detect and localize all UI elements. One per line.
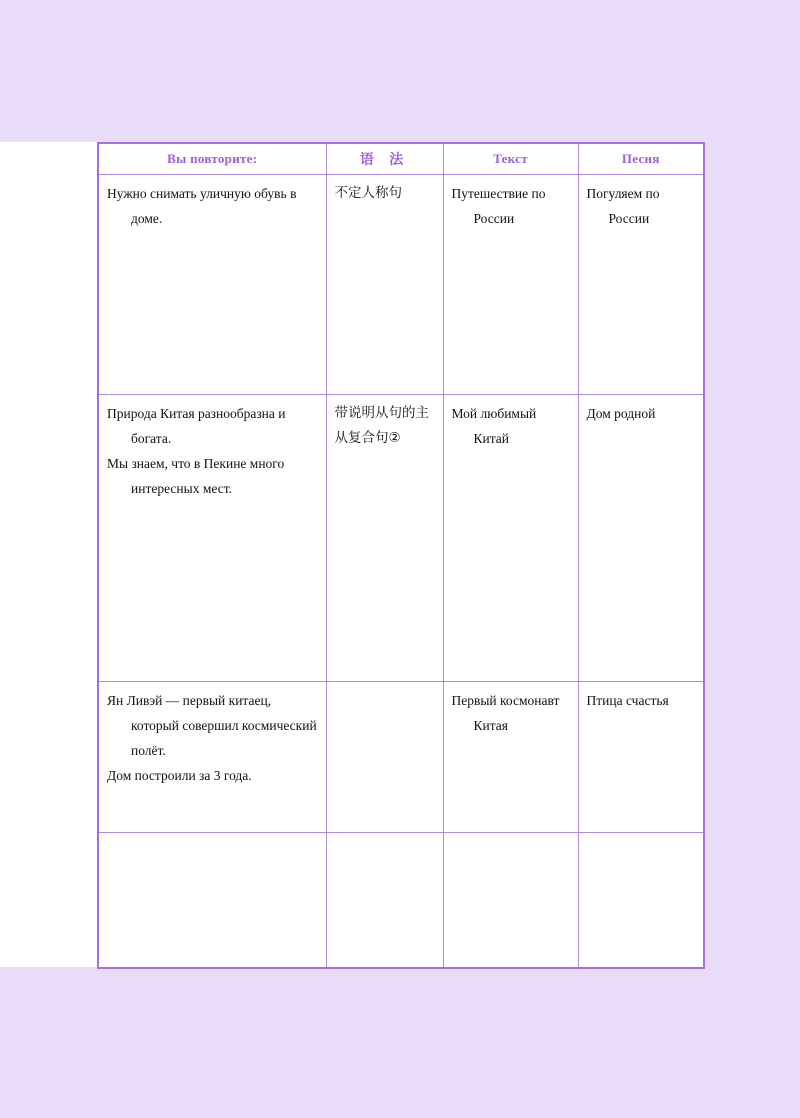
table-header-row	[98, 143, 704, 175]
phrase-entry: Природа Китая разнообразна и богата.	[107, 406, 286, 446]
cell-text	[443, 175, 578, 395]
header-review: Вы повторите:	[98, 143, 326, 175]
phrase-entry: Мы знаем, что в Пекине много интересных мест.	[107, 456, 285, 496]
text-title: Первый космонавт Китая	[451, 693, 560, 733]
table-row	[98, 395, 704, 682]
cell-text	[443, 682, 578, 833]
cell-song	[578, 175, 704, 395]
text-title: Путешествие по России	[451, 186, 546, 226]
cell-song	[578, 682, 704, 833]
cell-song	[578, 395, 704, 682]
phrase-entry: Нужно снимать уличную обувь в доме.	[107, 186, 297, 226]
cell-phrases	[98, 682, 326, 833]
cell-grammar	[326, 395, 443, 682]
phrase-entry: Ян Ливэй — первый китаец, который совершил космический полёт.	[107, 693, 317, 758]
header-text: Текст	[443, 143, 578, 175]
cell-phrases	[98, 395, 326, 682]
cell-phrases	[98, 175, 326, 395]
lesson-plan-table	[97, 142, 705, 969]
song-title: Птица счастья	[586, 693, 669, 708]
table-row	[98, 833, 704, 968]
table-row	[98, 175, 704, 395]
table-row	[98, 682, 704, 833]
song-title: Погуляем по России	[586, 186, 660, 226]
header-song: Песня	[578, 143, 704, 175]
cell-text	[443, 395, 578, 682]
header-grammar: 语 法	[326, 143, 443, 175]
grammar-topic: 不定人称句	[334, 185, 402, 201]
phrase-entry: Дом построили за 3 года.	[107, 768, 252, 783]
cell-grammar	[326, 833, 443, 968]
grammar-topic: 带说明从句的主从复合句②	[334, 405, 429, 446]
cell-song	[578, 833, 704, 968]
cell-grammar	[326, 682, 443, 833]
cell-grammar	[326, 175, 443, 395]
text-title: Мой любимый Китай	[451, 406, 537, 446]
cell-text	[443, 833, 578, 968]
song-title: Дом родной	[586, 406, 656, 421]
cell-phrases	[98, 833, 326, 968]
